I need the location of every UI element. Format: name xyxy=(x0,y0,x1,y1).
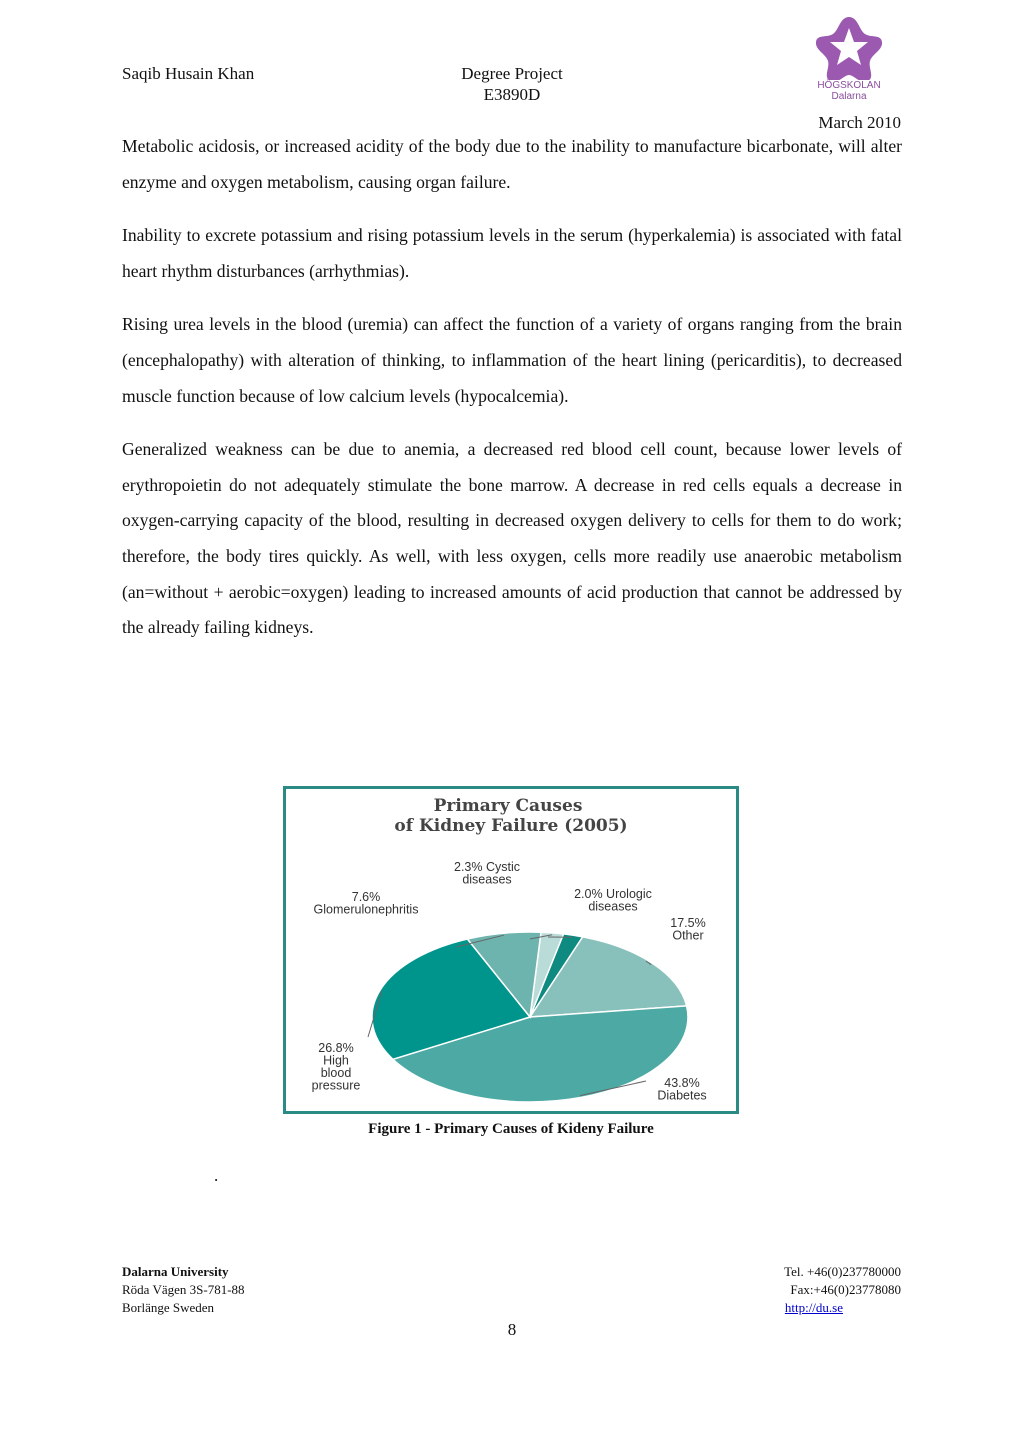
slice-label-urologic-diseases: 2.0% Urologic diseases xyxy=(574,887,652,914)
star-flower-icon xyxy=(804,14,894,80)
slice-label-diabetes: 43.8% Diabetes xyxy=(657,1076,707,1103)
slice-label-high-blood-pressure: 26.8% High blood pressure xyxy=(311,1041,361,1093)
stray-mark: . xyxy=(214,1166,219,1185)
page-number: 8 xyxy=(507,1320,517,1339)
chart-title-line1: Primary Causes xyxy=(433,796,583,816)
slice-label-glomerulonephritis: 7.6% Glomerulonephritis xyxy=(313,890,419,917)
logo-text-line1: HÖGSKOLAN xyxy=(817,80,881,91)
chart-title-line2: of Kidney Failure (2005) xyxy=(394,816,628,836)
slice-label-cystic-diseases: 2.3% Cystic diseases xyxy=(454,860,520,887)
header-project xyxy=(430,63,594,105)
footer-address xyxy=(122,1263,245,1317)
paragraph: Metabolic acidosis, or increased acidity of the body due to the inability to manufacture bicarbonate, will alter enzyme and oxygen metabolism, causing organ failure. xyxy=(122,136,902,192)
footer-address-line2: Borlänge Sweden xyxy=(122,1300,215,1315)
footer-contact xyxy=(784,1263,901,1317)
footer-address-line1: Röda Vägen 3S-781-88 xyxy=(122,1282,245,1297)
header-project-code: E3890D xyxy=(483,85,541,104)
pie-chart xyxy=(286,789,736,1111)
body-text xyxy=(122,129,902,664)
footer-tel: Tel. +46(0)237780000 xyxy=(784,1264,901,1279)
footer-fax: Fax:+46(0)23778080 xyxy=(790,1282,901,1297)
header-project-title: Degree Project xyxy=(461,64,563,83)
university-logo xyxy=(804,14,894,110)
paragraph: Rising urea levels in the blood (uremia) can affect the function of a variety of organs ranging from the brain (encephalopathy) with alteration of thinking, to inflammation of the heart lining (pericarditis), to decreased muscle function because of low calcium levels (hypocalcemia). xyxy=(122,314,902,406)
slice-label-other: 17.5% Other xyxy=(670,916,706,943)
header-author: Saqib Husain Khan xyxy=(122,64,255,83)
figure-caption: Figure 1 - Primary Causes of Kideny Failure xyxy=(368,1121,654,1137)
paragraph: Inability to excrete potassium and rising potassium levels in the serum (hyperkalemia) is associated with fatal heart rhythm disturbances (arrhythmias). xyxy=(122,225,902,281)
logo-text-line2: Dalarna xyxy=(831,91,867,102)
header-date: March 2010 xyxy=(818,113,901,132)
pie-chart-figure xyxy=(283,786,739,1114)
footer-url-link[interactable]: http://du.se xyxy=(784,1300,843,1315)
paragraph: Generalized weakness can be due to anemia, a decreased red blood cell count, because lower levels of erythropoietin do not adequately stimulate the bone marrow. A decrease in red cells equals a decrease in oxygen-carrying capacity of the blood, resulting in decreased oxygen delivery to cells for them to do work; therefore, the body tires quickly. As well, with less oxygen, cells more readily use anaerobic metabolism (an=without + aerobic=oxygen) leading to increased amounts of acid production that cannot be addressed by the already failing kidneys. xyxy=(122,439,902,638)
footer-org: Dalarna University xyxy=(122,1264,229,1279)
